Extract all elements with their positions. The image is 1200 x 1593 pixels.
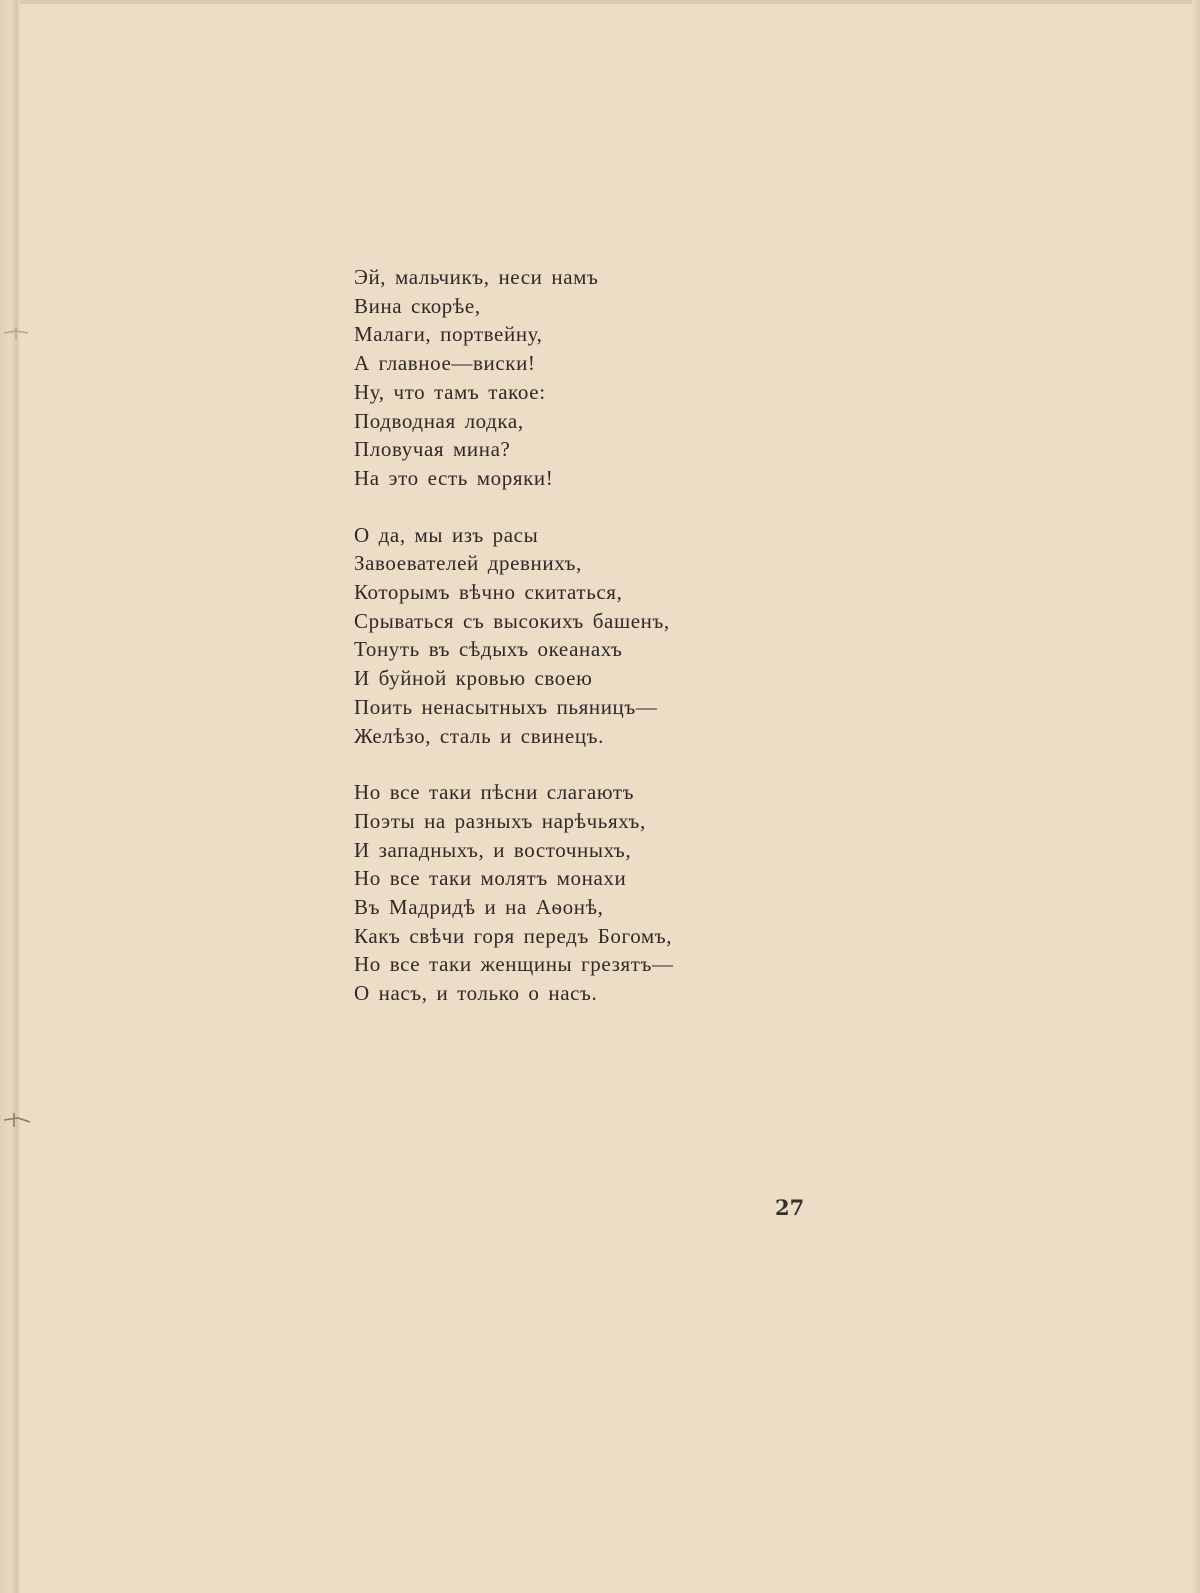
poem-line: Эй, мальчикъ, неси намъ <box>354 265 599 289</box>
poem-stanza <box>354 521 814 751</box>
poem-line: Ну, что тамъ такое: <box>354 379 546 404</box>
poem-line: Но все таки пѣсни слагаютъ <box>354 780 635 805</box>
poem-stanza <box>354 263 814 493</box>
poem-line: Пловучая мина? <box>354 437 511 462</box>
poem-line: Въ Мадридѣ и на Аѳонѣ, <box>354 895 604 920</box>
poem-stanza <box>354 778 814 1008</box>
page-spine-edge <box>0 0 20 1593</box>
poem-line: И западныхъ, и восточныхъ, <box>354 837 632 862</box>
poem-line: Поэты на разныхъ нарѣчьяхъ, <box>354 808 646 833</box>
poem-line: А главное—виски! <box>354 351 536 376</box>
poem-line: И буйной кровью своею <box>354 666 593 691</box>
poem-line: Поить ненасытныхъ пьяницъ— <box>354 694 658 719</box>
page-right-edge <box>1192 0 1200 1593</box>
binding-stitch-mark <box>2 325 32 341</box>
poem-text <box>354 263 814 1036</box>
poem-line: Какъ свѣчи горя передъ Богомъ, <box>354 923 673 948</box>
poem-line: Желѣзо, сталь и свинецъ. <box>354 723 604 748</box>
poem-line: Малаги, портвейну, <box>354 322 543 347</box>
page-number: 27 <box>775 1195 805 1220</box>
poem-line: Тонуть въ сѣдыхъ океанахъ <box>354 637 623 662</box>
poem-line: На это есть моряки! <box>354 465 554 490</box>
poem-line: Завоевателей древнихъ, <box>354 551 582 576</box>
poem-line: Срываться съ высокихъ башенъ, <box>354 608 670 633</box>
page-top-edge <box>0 0 1200 4</box>
poem-line: О да, мы изъ расы <box>354 522 539 547</box>
poem-line: О насъ, и только о насъ. <box>354 981 598 1006</box>
poem-line: Которымъ вѣчно скитаться, <box>354 580 623 605</box>
poem-line: Но все таки женщины грезятъ— <box>354 952 674 977</box>
binding-stitch-mark <box>2 1112 32 1128</box>
poem-line: Но все таки молятъ монахи <box>354 866 627 891</box>
poem-line: Вина скорѣе, <box>354 293 481 318</box>
poem-line: Подводная лодка, <box>354 408 524 433</box>
